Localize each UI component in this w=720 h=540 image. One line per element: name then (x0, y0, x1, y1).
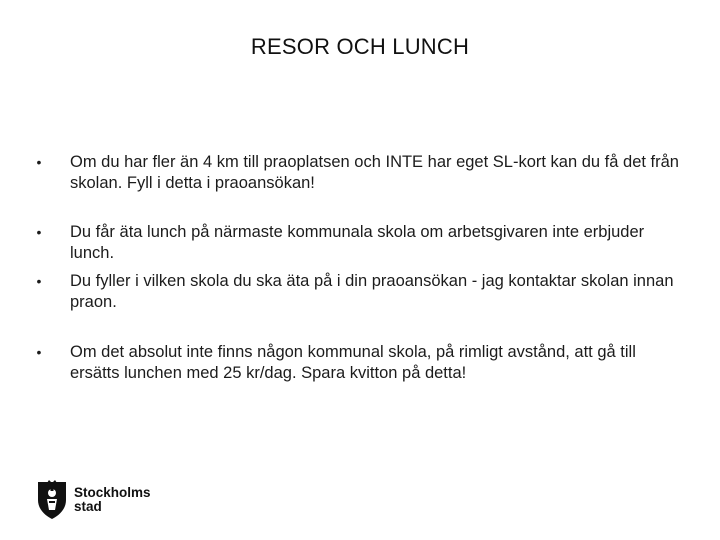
bullet-text: Du fyller i vilken skola du ska äta på i din praoansökan - jag kontaktar skolan innan praon. (70, 272, 674, 311)
logo-wordmark (74, 486, 151, 514)
bullet-marker: • (36, 344, 42, 360)
stockholms-stad-logo (36, 478, 156, 522)
logo-line-1: Stockholms (74, 485, 151, 500)
bullet-list (32, 152, 682, 384)
bullet-text: Om det absolut inte finns någon kommunal skola, på rimligt avstånd, att gå till ersätts lunchen med 25 kr/dag. Spara kvitton på detta! (70, 343, 636, 382)
stockholm-crest-icon (36, 480, 68, 520)
bullet-item (32, 271, 682, 313)
logo-line-2: stad (74, 499, 102, 514)
slide-title: RESOR OCH LUNCH (250, 34, 470, 59)
bullet-marker: • (36, 154, 42, 170)
bullet-marker: • (36, 224, 42, 240)
bullet-marker: • (36, 273, 42, 289)
bullet-item (32, 152, 682, 194)
bullet-text: Om du har fler än 4 km till praoplatsen och INTE har eget SL-kort kan du få det från skolan. Fyll i detta i praoansökan! (70, 153, 679, 192)
bullet-text: Du får äta lunch på närmaste kommunala skola om arbetsgivaren inte erbjuder lunch. (70, 223, 645, 262)
bullet-item (32, 342, 682, 384)
bullet-item (32, 222, 682, 264)
